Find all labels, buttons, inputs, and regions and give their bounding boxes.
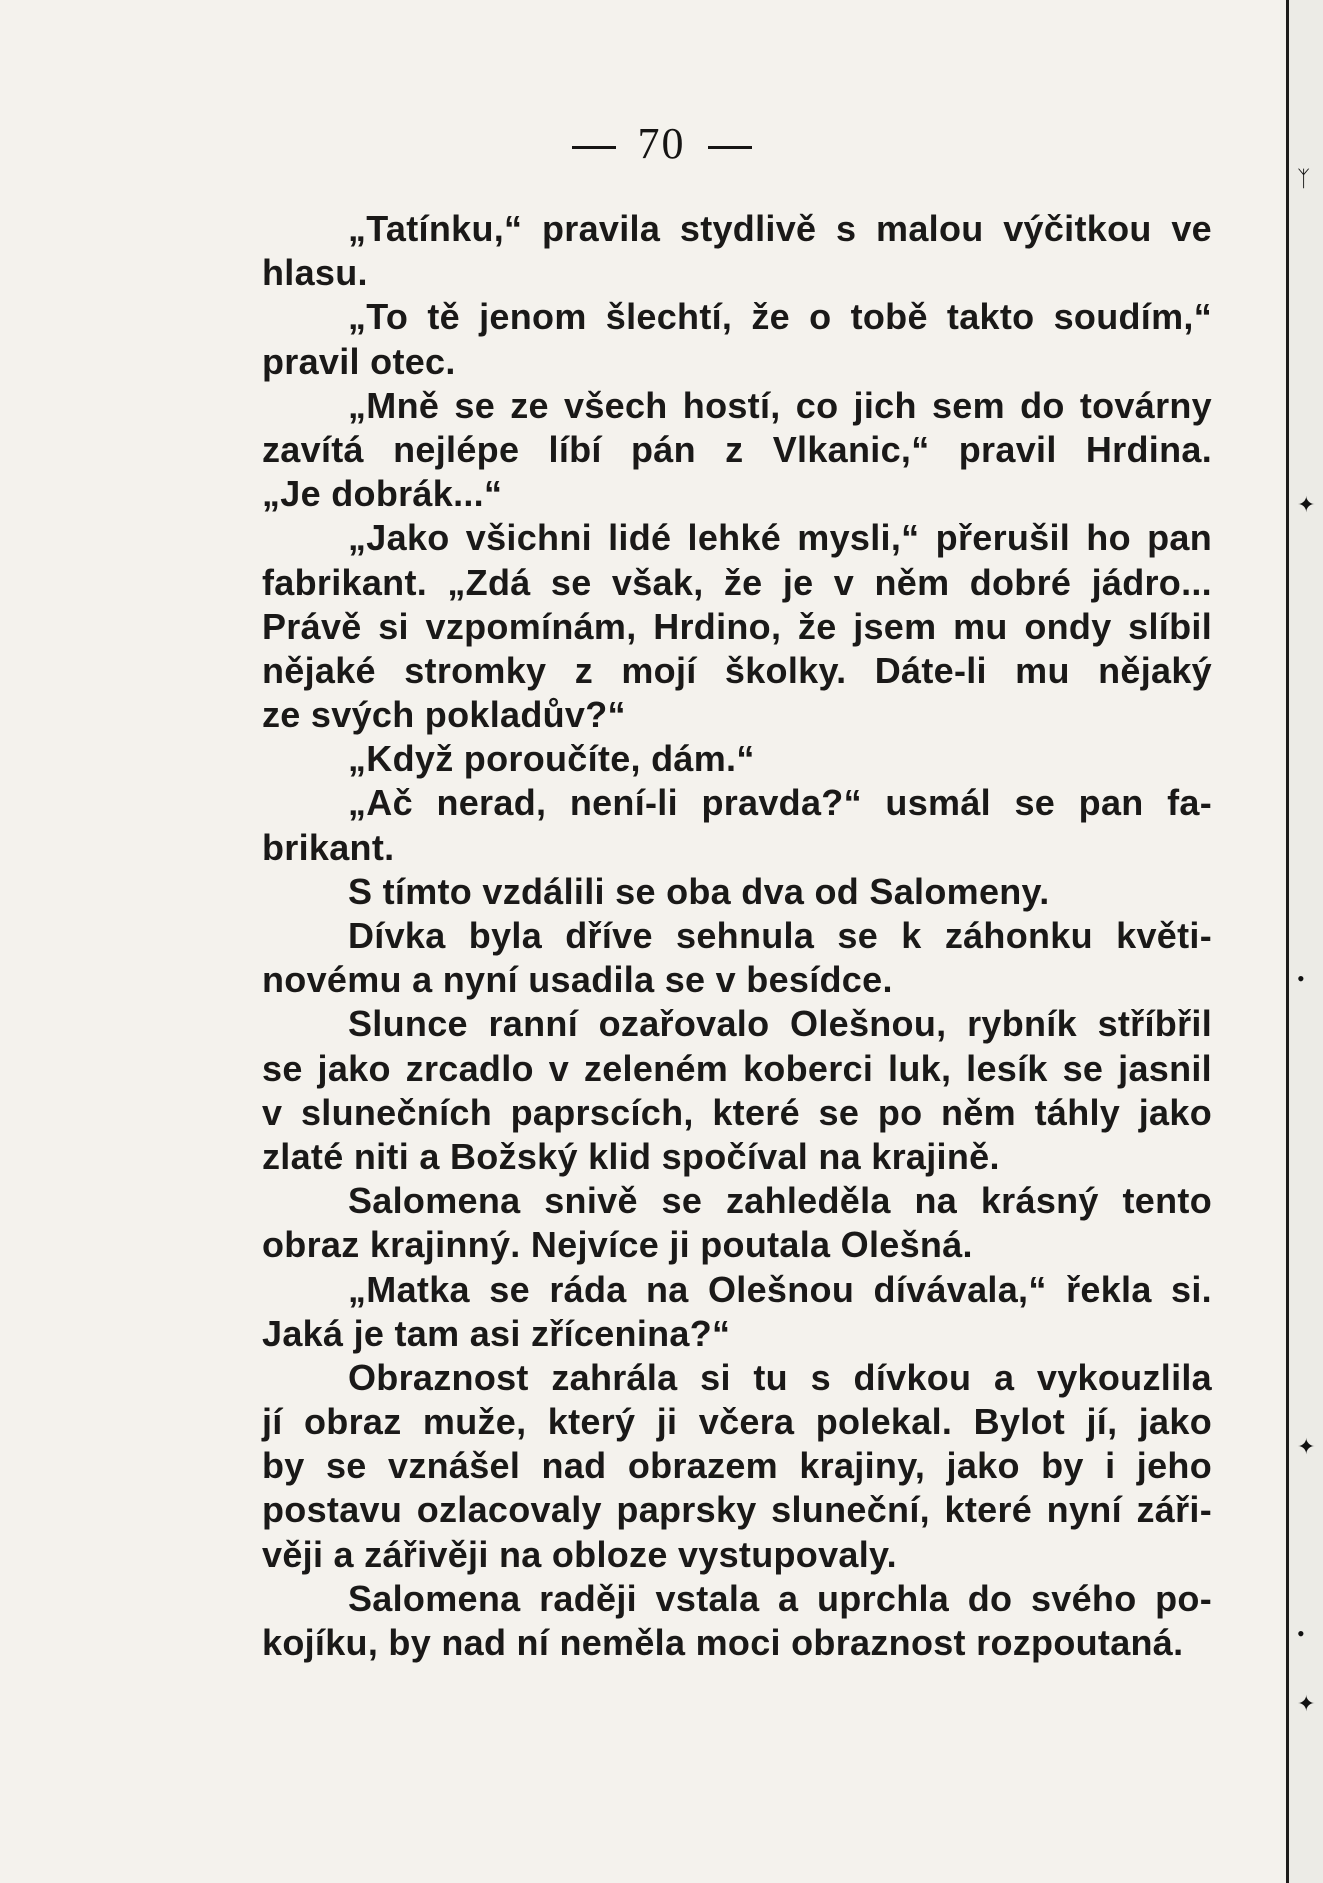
paragraph bbox=[262, 207, 1212, 295]
text-line: Právě si vzpomínám, Hrdino, že jsem mu ondy slíbil bbox=[262, 605, 1212, 647]
paragraph bbox=[262, 870, 1212, 914]
text-line: věji a zářivěji na obloze vystupovaly. bbox=[262, 1533, 897, 1575]
binding-mark: ✦ bbox=[1297, 1434, 1316, 1459]
paragraph bbox=[262, 781, 1212, 869]
text-line: S tímto vzdálili se oba dva od Salomeny. bbox=[348, 870, 1050, 912]
text-line: Salomena snivě se zahleděla na krásný tento bbox=[348, 1180, 1212, 1222]
paragraph bbox=[262, 1002, 1212, 1179]
text-line: Jaká je tam asi zřícenina?“ bbox=[262, 1312, 731, 1354]
page-binding-edge bbox=[1286, 0, 1323, 1883]
text-line: „Mně se ze všech hostí, co jich sem do továrny bbox=[348, 384, 1212, 426]
text-line: v slunečních paprscích, které se po něm táhly jako bbox=[262, 1091, 1212, 1133]
text-line: jí obraz muže, který ji včera polekal. Bylot jí, jako bbox=[262, 1401, 1212, 1443]
text-line: zavítá nejlépe líbí pán z Vlkanic,“ pravil Hrdina. bbox=[262, 428, 1212, 470]
page-header bbox=[0, 118, 1323, 169]
binding-mark: ᛉ bbox=[1297, 166, 1311, 191]
text-line: „Jako všichni lidé lehké mysli,“ přerušil ho pan bbox=[348, 517, 1212, 559]
text-line: se jako zrcadlo v zeleném koberci luk, lesík se jasnil bbox=[262, 1047, 1212, 1089]
text-line: „To tě jenom šlechtí, že o tobě takto soudím,“ bbox=[348, 296, 1212, 338]
paragraph bbox=[262, 914, 1212, 1002]
binding-mark: • bbox=[1297, 966, 1305, 991]
header-dash-right bbox=[708, 146, 752, 149]
paragraph bbox=[262, 1577, 1212, 1665]
text-line: ze svých pokladův?“ bbox=[262, 694, 626, 736]
page-number: 70 bbox=[637, 119, 686, 168]
paragraph bbox=[262, 516, 1212, 737]
text-line: kojíku, by nad ní neměla moci obraznost rozpoutaná. bbox=[262, 1622, 1184, 1663]
page-body-text bbox=[262, 207, 1212, 1665]
text-line: postavu ozlacovaly paprsky sluneční, které nyní záři- bbox=[262, 1489, 1212, 1531]
paragraph bbox=[262, 384, 1212, 517]
text-line: Dívka byla dříve sehnula se k záhonku květi- bbox=[348, 915, 1212, 956]
text-line: fabrikant. „Zdá se však, že je v něm dobré jádro... bbox=[262, 561, 1212, 603]
paragraph bbox=[262, 1356, 1212, 1577]
header-dash-left bbox=[572, 146, 616, 149]
paragraph bbox=[262, 737, 1212, 781]
text-line: hlasu. bbox=[262, 252, 368, 294]
text-line: novému a nyní usadila se v besídce. bbox=[262, 959, 893, 1001]
binding-mark: • bbox=[1297, 1621, 1305, 1646]
binding-mark: ✦ bbox=[1297, 1691, 1316, 1716]
text-line: nějaké stromky z mojí školky. Dáte-li mu nějaký bbox=[262, 649, 1212, 691]
text-line: „Matka se ráda na Olešnou dívávala,“ řekla si. bbox=[348, 1268, 1212, 1310]
paragraph bbox=[262, 1268, 1212, 1356]
text-line: by se vznášel nad obrazem krajiny, jako by i jeho bbox=[262, 1445, 1212, 1487]
binding-mark: ✦ bbox=[1297, 492, 1316, 517]
text-line: „Když poroučíte, dám.“ bbox=[348, 738, 755, 780]
text-line: „Tatínku,“ pravila stydlivě s malou výčitkou ve bbox=[348, 208, 1212, 249]
text-line: Slunce ranní ozařovalo Olešnou, rybník stříbřil bbox=[348, 1003, 1212, 1045]
text-line: obraz krajinný. Nejvíce ji poutala Olešná. bbox=[262, 1224, 973, 1266]
paragraph bbox=[262, 1179, 1212, 1267]
text-line: „Je dobrák...“ bbox=[262, 473, 503, 515]
text-line: Obraznost zahrála si tu s dívkou a vykouzlila bbox=[348, 1356, 1212, 1398]
text-line: zlaté niti a Božský klid spočíval na krajině. bbox=[262, 1135, 1000, 1177]
text-line: Salomena raději vstala a uprchla do svého po- bbox=[348, 1577, 1212, 1619]
text-line: pravil otec. bbox=[262, 340, 456, 382]
paragraph bbox=[262, 295, 1212, 383]
text-line: brikant. bbox=[262, 826, 395, 868]
text-line: „Ač nerad, není-li pravda?“ usmál se pan fa- bbox=[348, 782, 1212, 824]
